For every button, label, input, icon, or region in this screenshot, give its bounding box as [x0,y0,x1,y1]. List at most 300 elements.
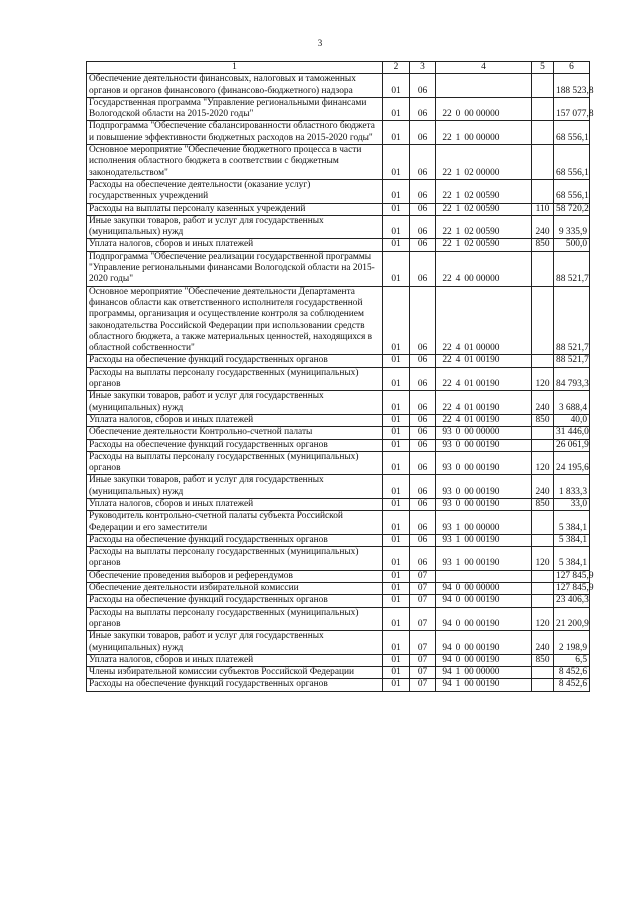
row-target-article-code [436,547,532,571]
table-row [87,654,590,666]
row-subsection-code: 06 [410,215,436,239]
row-subsection-code: 07 [410,583,436,595]
row-section-code: 01 [383,607,410,631]
column-header: 5 [532,62,554,74]
row-target-article-code [436,414,532,426]
row-name: Основное мероприятие "Обеспечение деятельности Департамента финансов области как ответственного исполнителя государственной программы, организация и осуществление контроля за соблюдением законодательства Российской Федерации при использовании средств областного бюджета, а также материальных ценностей, находящихся в областной собственности" [87,286,383,355]
target-article-part: 4 [455,402,461,413]
row-name: Государственная программа "Управление региональными финансами Вологодской области на 2015-2020 годы" [87,97,383,121]
target-article-part: 00000 [476,167,500,178]
row-expense-type-code [532,570,554,582]
table-row [87,97,590,121]
row-section-code: 01 [383,203,410,215]
row-expense-type-code: 120 [532,547,554,571]
row-subsection-code: 06 [410,475,436,499]
row-subsection-code: 06 [410,498,436,510]
row-expense-type-code [532,121,554,145]
row-subsection-code: 06 [410,534,436,546]
target-article-part: 00590 [476,203,500,214]
row-section-code: 01 [383,74,410,98]
target-article-part: 22 [442,239,452,250]
target-article-part: 00190 [476,534,500,545]
table-row [87,121,590,145]
row-expense-type-code [532,251,554,286]
row-amount: 5 384,1 [554,547,590,571]
row-name: Расходы на обеспечение деятельности (оказание услуг) государственных учреждений [87,179,383,203]
target-article-part: 93 [442,522,452,533]
row-amount: 8 452,6 [554,667,590,679]
target-article-part: 1 [455,667,461,678]
column-header: 1 [87,62,383,74]
row-section-code: 01 [383,215,410,239]
target-article-part: 00190 [476,486,500,497]
target-article-part: 0 [455,642,461,653]
row-amount: 26 061,9 [554,439,590,451]
row-subsection-code: 06 [410,74,436,98]
column-header: 2 [383,62,410,74]
target-article-part: 01 [464,414,474,425]
target-article-part: 00190 [476,679,500,690]
target-article-part: 94 [442,667,452,678]
table-row [87,498,590,510]
row-subsection-code: 06 [410,121,436,145]
target-article-part: 4 [455,274,461,285]
target-article-part: 22 [442,355,452,366]
row-name: Расходы на выплаты персоналу государственных (муниципальных) органов [87,607,383,631]
target-article-part: 00190 [476,355,500,366]
row-section-code: 01 [383,595,410,607]
row-amount: 24 195,6 [554,451,590,475]
target-article-part: 00190 [476,439,500,450]
table-row [87,439,590,451]
target-article-part: 22 [442,191,452,202]
row-amount: 88 521,7 [554,286,590,355]
target-article-part: 93 [442,498,452,509]
target-article-part: 22 [442,167,452,178]
row-name: Уплата налогов, сборов и иных платежей [87,239,383,251]
target-article-part: 00590 [476,227,500,238]
row-subsection-code: 07 [410,607,436,631]
target-article-part: 94 [442,583,452,594]
row-expense-type-code [532,667,554,679]
row-amount: 127 845,9 [554,570,590,582]
target-article-part: 93 [442,439,452,450]
target-article-part: 00190 [476,558,500,569]
row-name: Уплата налогов, сборов и иных платежей [87,498,383,510]
row-expense-type-code [532,427,554,439]
row-amount: 9 335,9 [554,215,590,239]
target-article-part: 0 [455,583,461,594]
row-target-article-code [436,631,532,655]
row-amount: 88 521,7 [554,355,590,367]
row-expense-type-code [532,74,554,98]
row-target-article-code [436,570,532,582]
table-row [87,451,590,475]
row-amount: 500,0 [554,239,590,251]
row-target-article-code [436,179,532,203]
row-section-code: 01 [383,251,410,286]
target-article-part: 00 [464,463,474,474]
target-article-part: 0 [455,595,461,606]
row-section-code: 01 [383,667,410,679]
row-expense-type-code: 850 [532,498,554,510]
table-row [87,534,590,546]
table-row [87,414,590,426]
row-amount: 157 077,8 [554,97,590,121]
target-article-part: 00 [464,109,474,120]
target-article-part: 4 [455,379,461,390]
target-article-part: 93 [442,558,452,569]
target-article-part: 93 [442,486,452,497]
target-article-part: 22 [442,203,452,214]
target-article-part: 00190 [476,618,500,629]
target-article-part: 0 [455,463,461,474]
target-article-part: 1 [455,167,461,178]
row-target-article-code [436,74,532,98]
row-name: Расходы на выплаты персоналу казенных учреждений [87,203,383,215]
row-expense-type-code [532,439,554,451]
target-article-part: 00190 [476,463,500,474]
row-target-article-code [436,367,532,391]
row-target-article-code [436,498,532,510]
row-subsection-code: 06 [410,367,436,391]
target-article-part: 1 [455,191,461,202]
column-header: 3 [410,62,436,74]
target-article-part: 1 [455,203,461,214]
row-target-article-code [436,145,532,180]
row-amount: 31 446,0 [554,427,590,439]
row-subsection-code: 06 [410,355,436,367]
row-section-code: 01 [383,511,410,535]
target-article-part: 00 [464,132,474,143]
column-header: 6 [554,62,590,74]
target-article-part: 00190 [476,642,500,653]
target-article-part: 0 [455,439,461,450]
target-article-part: 00 [464,679,474,690]
target-article-part: 00 [464,486,474,497]
target-article-part: 00 [464,439,474,450]
budget-table [86,61,594,692]
target-article-part: 00190 [476,595,500,606]
row-section-code: 01 [383,631,410,655]
row-target-article-code [436,511,532,535]
row-name: Расходы на выплаты персоналу государственных (муниципальных) органов [87,547,383,571]
row-name: Иные закупки товаров, работ и услуг для государственных (муниципальных) нужд [87,215,383,239]
row-section-code: 01 [383,121,410,145]
row-target-article-code [436,97,532,121]
row-target-article-code [436,427,532,439]
row-name: Руководитель контрольно-счетной палаты субъекта Российской Федерации и его заместители [87,511,383,535]
row-subsection-code: 06 [410,414,436,426]
row-name: Обеспечение деятельности Контрольно-счетной палаты [87,427,383,439]
row-expense-type-code [532,534,554,546]
row-target-article-code [436,679,532,691]
row-subsection-code: 06 [410,511,436,535]
target-article-part: 00000 [476,132,500,143]
target-article-part: 00190 [476,402,500,413]
row-expense-type-code [532,583,554,595]
row-expense-type-code: 120 [532,451,554,475]
row-section-code: 01 [383,427,410,439]
row-amount: 40,0 [554,414,590,426]
row-subsection-code: 07 [410,654,436,666]
row-section-code: 01 [383,239,410,251]
row-target-article-code [436,251,532,286]
row-name: Иные закупки товаров, работ и услуг для государственных (муниципальных) нужд [87,475,383,499]
row-amount: 3 688,4 [554,391,590,415]
table-row [87,251,590,286]
target-article-part: 93 [442,427,452,438]
row-target-article-code [436,607,532,631]
table-row [87,475,590,499]
row-section-code: 01 [383,179,410,203]
target-article-part: 00000 [476,274,500,285]
row-expense-type-code: 240 [532,475,554,499]
row-expense-type-code: 850 [532,239,554,251]
table-body [87,74,594,691]
target-article-part: 94 [442,618,452,629]
target-article-part: 94 [442,679,452,690]
table-row [87,355,590,367]
target-article-part: 01 [464,379,474,390]
target-article-part: 00190 [476,379,500,390]
table-row [87,74,590,98]
row-expense-type-code: 240 [532,391,554,415]
row-name: Обеспечение деятельности избирательной комиссии [87,583,383,595]
row-subsection-code: 07 [410,679,436,691]
row-section-code: 01 [383,97,410,121]
target-article-part: 94 [442,595,452,606]
row-amount: 8 452,6 [554,679,590,691]
row-expense-type-code [532,511,554,535]
row-amount: 58 720,2 [554,203,590,215]
row-expense-type-code: 120 [532,607,554,631]
row-section-code: 01 [383,498,410,510]
row-amount: 23 406,3 [554,595,590,607]
row-expense-type-code [532,355,554,367]
row-amount: 1 833,3 [554,475,590,499]
target-article-part: 00 [464,534,474,545]
row-subsection-code: 06 [410,239,436,251]
row-amount: 21 200,9 [554,607,590,631]
row-target-article-code [436,667,532,679]
table-row [87,607,590,631]
target-article-part: 0 [455,427,461,438]
target-article-part: 00 [464,427,474,438]
target-article-part: 02 [464,167,474,178]
row-name: Расходы на обеспечение функций государственных органов [87,439,383,451]
target-article-part: 02 [464,239,474,250]
target-article-part: 22 [442,402,452,413]
table-row [87,427,590,439]
page-number: 3 [317,38,323,48]
target-article-part: 0 [455,486,461,497]
target-article-part: 02 [464,227,474,238]
row-subsection-code: 06 [410,203,436,215]
row-expense-type-code [532,179,554,203]
target-article-part: 00 [464,274,474,285]
row-amount: 68 556,1 [554,145,590,180]
table-row [87,583,590,595]
target-article-part: 93 [442,534,452,545]
target-article-part: 22 [442,414,452,425]
target-article-part: 94 [442,654,452,665]
row-subsection-code: 07 [410,595,436,607]
target-article-part: 02 [464,203,474,214]
column-header: 4 [436,62,532,74]
target-article-part: 00 [464,595,474,606]
row-name: Расходы на выплаты персоналу государственных (муниципальных) органов [87,451,383,475]
table-row [87,145,590,180]
table-row [87,215,590,239]
row-subsection-code: 06 [410,251,436,286]
row-section-code: 01 [383,286,410,355]
target-article-part: 01 [464,343,474,354]
row-expense-type-code [532,595,554,607]
row-subsection-code: 06 [410,179,436,203]
row-target-article-code [436,239,532,251]
row-amount: 88 521,7 [554,251,590,286]
row-subsection-code: 06 [410,439,436,451]
row-subsection-code: 06 [410,145,436,180]
row-target-article-code [436,595,532,607]
row-expense-type-code: 120 [532,367,554,391]
row-amount: 5 384,1 [554,534,590,546]
row-target-article-code [436,534,532,546]
row-section-code: 01 [383,679,410,691]
row-target-article-code [436,203,532,215]
target-article-part: 0 [455,498,461,509]
row-section-code: 01 [383,439,410,451]
row-name: Расходы на обеспечение функций государственных органов [87,355,383,367]
table-row [87,367,590,391]
target-article-part: 4 [455,355,461,366]
target-article-part: 22 [442,227,452,238]
target-article-part: 22 [442,343,452,354]
target-article-part: 00000 [476,522,500,533]
row-target-article-code [436,355,532,367]
row-section-code: 01 [383,355,410,367]
target-article-part: 0 [455,654,461,665]
row-expense-type-code: 240 [532,631,554,655]
target-article-part: 00190 [476,654,500,665]
table-row [87,511,590,535]
row-target-article-code [436,391,532,415]
row-target-article-code [436,121,532,145]
target-article-part: 93 [442,463,452,474]
row-amount: 68 556,1 [554,121,590,145]
target-article-part: 1 [455,534,461,545]
row-section-code: 01 [383,583,410,595]
table-row [87,239,590,251]
target-article-part: 00000 [476,427,500,438]
row-amount: 2 198,9 [554,631,590,655]
row-amount: 188 523,8 [554,74,590,98]
table-row [87,203,590,215]
row-target-article-code [436,215,532,239]
table-row [87,286,590,355]
row-expense-type-code [532,286,554,355]
target-article-part: 01 [464,402,474,413]
target-article-part: 22 [442,109,452,120]
row-subsection-code: 06 [410,391,436,415]
row-name: Уплата налогов, сборов и иных платежей [87,654,383,666]
target-article-part: 1 [455,239,461,250]
target-article-part: 00000 [476,109,500,120]
target-article-part: 00 [464,522,474,533]
row-section-code: 01 [383,451,410,475]
row-subsection-code: 07 [410,570,436,582]
target-article-part: 00 [464,642,474,653]
row-target-article-code [436,583,532,595]
target-article-part: 01 [464,355,474,366]
table-row [87,679,590,691]
target-article-part: 1 [455,227,461,238]
table-row [87,179,590,203]
row-subsection-code: 06 [410,451,436,475]
table-row [87,570,590,582]
row-target-article-code [436,451,532,475]
target-article-part: 1 [455,679,461,690]
row-subsection-code: 06 [410,286,436,355]
target-article-part: 00000 [476,583,500,594]
row-section-code: 01 [383,145,410,180]
row-section-code: 01 [383,475,410,499]
row-section-code: 01 [383,547,410,571]
row-expense-type-code [532,145,554,180]
target-article-part: 94 [442,642,452,653]
target-article-part: 00590 [476,239,500,250]
target-article-part: 00 [464,618,474,629]
row-name: Уплата налогов, сборов и иных платежей [87,414,383,426]
row-section-code: 01 [383,570,410,582]
target-article-part: 00 [464,583,474,594]
row-name: Обеспечение деятельности финансовых, налоговых и таможенных органов и органов финансового (финансово-бюджетного) надзора [87,74,383,98]
target-article-part: 0 [455,109,461,120]
target-article-part: 4 [455,414,461,425]
target-article-part: 00 [464,654,474,665]
header-row [87,62,590,74]
row-name: Расходы на обеспечение функций государственных органов [87,679,383,691]
row-section-code: 01 [383,654,410,666]
table-row [87,631,590,655]
row-expense-type-code [532,97,554,121]
row-amount: 127 845,9 [554,583,590,595]
row-target-article-code [436,654,532,666]
row-subsection-code: 07 [410,667,436,679]
row-amount: 84 793,3 [554,367,590,391]
row-name: Расходы на обеспечение функций государственных органов [87,595,383,607]
table-row [87,547,590,571]
table-row [87,391,590,415]
table-row [87,595,590,607]
row-amount: 68 556,1 [554,179,590,203]
row-section-code: 01 [383,414,410,426]
row-target-article-code [436,475,532,499]
row-name: Подпрограмма "Обеспечение реализации государственной программы "Управление региональными финансами Вологодской области на 2015-2020 годы" [87,251,383,286]
target-article-part: 00590 [476,191,500,202]
row-expense-type-code: 240 [532,215,554,239]
row-expense-type-code: 850 [532,654,554,666]
row-subsection-code: 06 [410,427,436,439]
target-article-part: 1 [455,558,461,569]
row-target-article-code [436,439,532,451]
row-subsection-code: 07 [410,631,436,655]
row-section-code: 01 [383,391,410,415]
target-article-part: 00190 [476,498,500,509]
row-section-code: 01 [383,367,410,391]
row-subsection-code: 06 [410,547,436,571]
